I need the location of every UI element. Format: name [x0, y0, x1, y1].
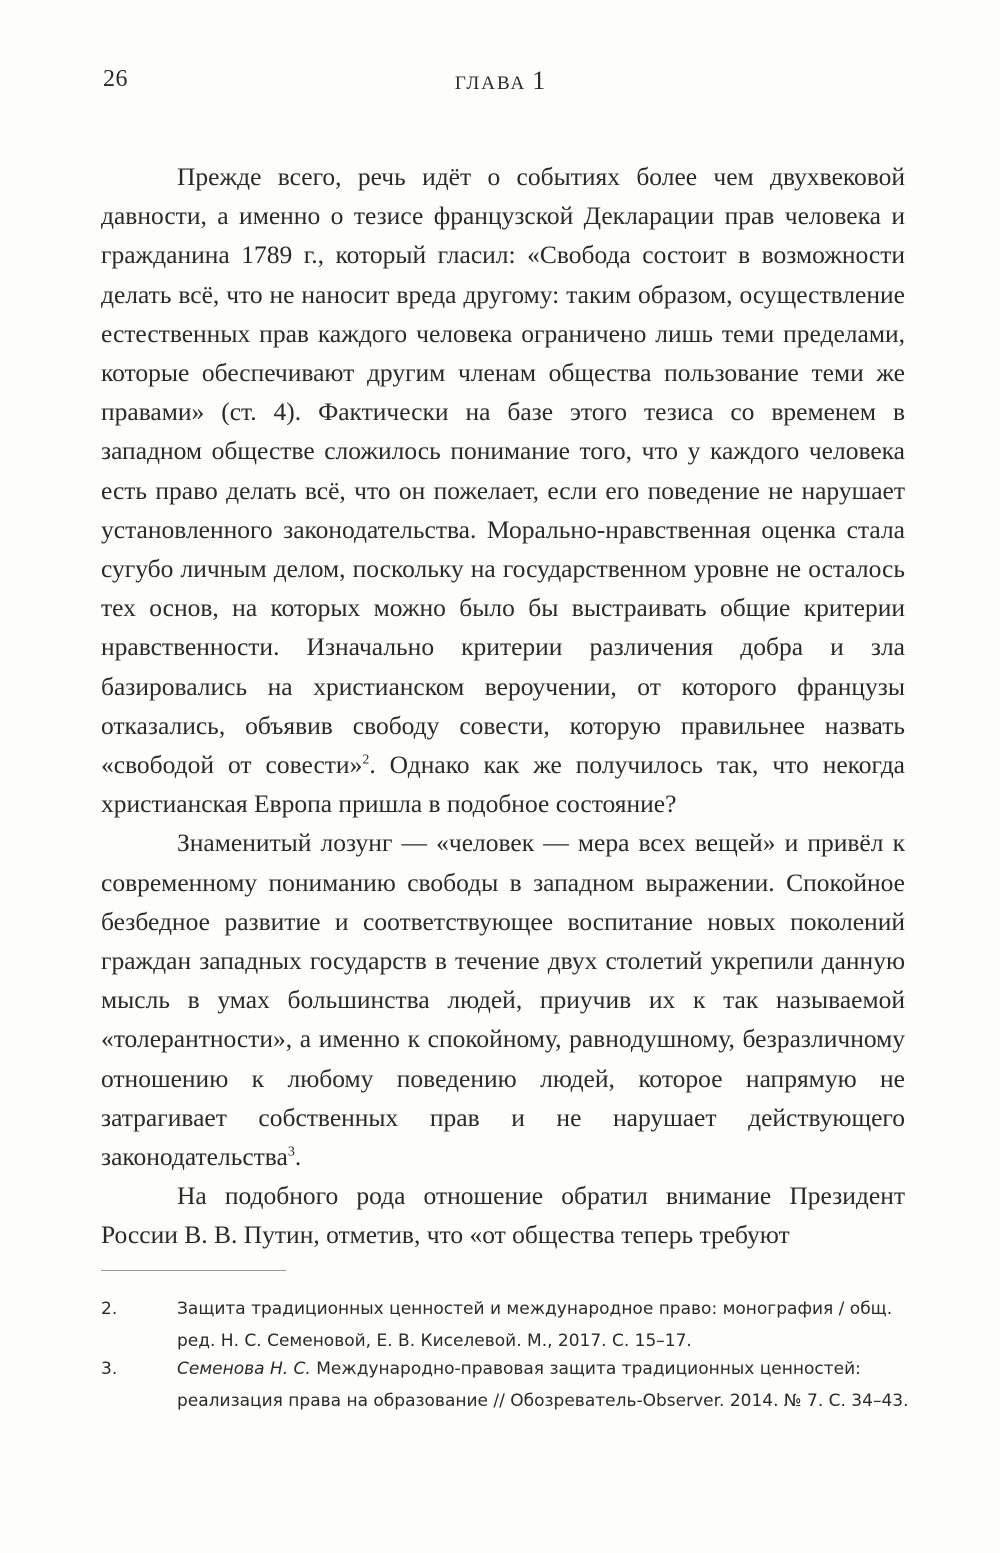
page-number: 26	[103, 66, 128, 92]
paragraph-3	[101, 1176, 905, 1254]
footnote-ref-3: 3	[287, 1144, 295, 1160]
footnote-2-text: Защита традиционных ценностей и международное право: монография / общ. ред. Н. С. Семеновой, Е. В. Киселевой. М., 2017. С. 15–17.	[177, 1299, 893, 1351]
footnote-3-author: Семенова Н. С.	[177, 1359, 311, 1379]
paragraph-1-tail: . Однако как же получилось так, что некогда христианская Европа пришла в подобное состояние?	[101, 750, 905, 819]
paragraph-1	[101, 157, 905, 823]
body-text	[101, 157, 905, 1255]
footnote-2	[101, 1293, 911, 1357]
footnote-divider	[101, 1270, 286, 1271]
footnote-3-number: 3.	[101, 1359, 118, 1379]
footnote-2-number: 2.	[101, 1299, 118, 1319]
footnote-3-text: Международно-правовая защита традиционных ценностей: реализация права на образование // Обозреватель-Observer. 2014. № 7. С. 34–43.	[177, 1359, 909, 1411]
footnote-3	[101, 1353, 911, 1417]
running-head-word: ГЛАВА	[454, 73, 527, 94]
paragraph-2-text: Знаменитый лозунг — «человек — мера всех вещей» и привёл к современному пониманию свободы в западном выражении. Спокойное безбедное развитие и соответствующее воспитание новых поколений граждан западных государств в течение двух столетий укрепили данную мысль в умах большинства людей, приучив их к так называемой «толерантности», а именно к спокойному, равнодушному, безразличному отношению к любому поведению людей, которое напрямую не затрагивает собственных прав и не нарушает действующего законодательства	[101, 828, 905, 1172]
footnote-ref-2: 2	[362, 752, 370, 768]
footnote-3-body	[177, 1353, 911, 1417]
running-head	[0, 66, 1000, 96]
paragraph-2-tail: .	[294, 1142, 302, 1172]
running-head-number: 1	[532, 66, 546, 95]
paragraph-1-text: Прежде всего, речь идёт о событиях более чем двухвековой давности, а именно о тезисе французской Декларации прав человека и гражданина 1789 г., который гласил: «Свобода состоит в возможности делать всё, что не наносит вреда другому: таким образом, осуществление естественных прав каждого человека ограничено лишь теми пределами, которые обеспечивают другим членам общества пользование теми же правами» (ст. 4). Фактически на базе этого тезиса со временем в западном обществе сложилось понимание того, что у каждого человека есть право делать всё, что он пожелает, если его поведение не нарушает установленного законодательства. Морально-нравственная оценка стала сугубо личным делом, поскольку на государственном уровне не осталось тех основ, на которых можно было бы выстраивать общие критерии нравственности. Изначально критерии различения добра и зла базировались на христианском вероучении, от которого французы отказались, объявив свободу совести, которую правильнее назвать «свободой от совести»	[101, 162, 905, 780]
paragraph-2	[101, 823, 905, 1176]
paragraph-3-text: На подобного рода отношение обратил внимание Президент России В. В. Путин, отметив, что «от общества теперь требуют	[101, 1181, 905, 1250]
